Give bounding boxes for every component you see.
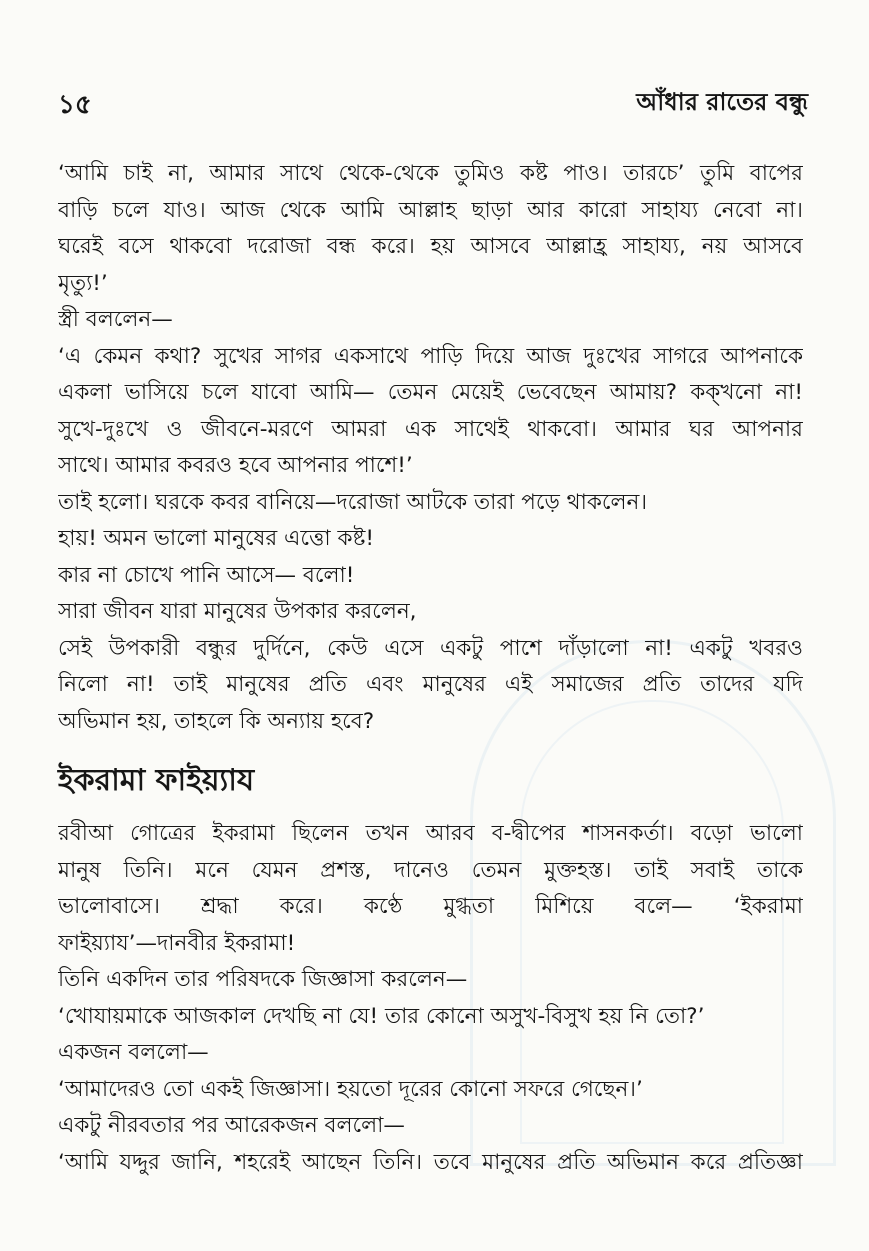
text-line: অভিমান হয়, তাহলে কি অন্যায় হবে? [58, 708, 375, 734]
text-line: সুখে-দুঃখে ও জীবনে-মরণে আমরা এক সাথেই থাকবো। আমার ঘর আপনার [58, 416, 803, 442]
page-number: ১৫ [58, 90, 92, 120]
running-title: আঁধার রাতের বন্ধু [636, 88, 808, 116]
text-line: কার না চোখে পানি আসে— বলো! [58, 562, 355, 588]
text-line: ‘খোযায়মাকে আজকাল দেখছি না যে! তার কোনো অসুখ-বিসুখ হয় নি তো?’ [58, 1003, 705, 1029]
text-line: রবীআ গোত্রের ইকরামা ছিলেন তখন আরব ব-দ্বীপের শাসনকর্তা। বড়ো ভালো [58, 821, 803, 846]
text-line: একটু নীরবতার পর আরেকজন বললো— [58, 1113, 405, 1138]
text-line: ঘরেই বসে থাকবো দরোজা বন্ধ করে। হয় আসবে আল্লাহ্র সাহায্য, নয় আসবে [58, 234, 803, 259]
text-line: বাড়ি চলে যাও। আজ থেকে আমি আল্লাহ ছাড়া আর কারো সাহায্য নেবো না। [58, 197, 803, 223]
text-line: ‘আমাদেরও তো একই জিজ্ঞাসা। হয়তো দূরের কোনো সফরে গেছেন।’ [58, 1076, 643, 1102]
text-line: একলা ভাসিয়ে চলে যাবো আমি— তেমন মেয়েই ভেবেছেন আমায়? কক্‌খনো না! [58, 380, 803, 405]
text-line: নিলো না! তাই মানুষের প্রতি এবং মানুষের এই সমাজের প্রতি তাদের যদি [58, 672, 803, 697]
text-line: ভালোবাসে। শ্রদ্ধা করে। কণ্ঠে মুগ্ধতা মিশিয়ে বলে— ‘ইকরামা [58, 894, 803, 919]
text-line: ‘আমি যদ্দুর জানি, শহরেই আছেন তিনি। তবে মানুষের প্রতি অভিমান করে প্রতিজ্ঞা [58, 1149, 803, 1175]
text-line: মৃত্যু!’ [58, 270, 108, 296]
text-line: তাই হলো। ঘরকে কবর বানিয়ে—দরোজা আটকে তারা পড়ে থাকলেন। [58, 489, 648, 515]
text-line: ফাইয়্যায’—দানবীর ইকরামা! [58, 930, 296, 956]
text-line: ‘আমি চাই না, আমার সাথে থেকে-থেকে তুমিও কষ্ট পাও। তারচে’ তুমি বাপের [58, 161, 803, 186]
text-line: সারা জীবন যারা মানুষের উপকার করলেন, [58, 599, 417, 624]
text-line: সেই উপকারী বন্ধুর দুর্দিনে, কেউ এসে একটু পাশে দাঁড়ালো না! একটু খবরও [58, 635, 803, 661]
text-line: হায়! অমন ভালো মানুষের এত্তো কষ্ট! [58, 526, 375, 551]
body-text [58, 156, 803, 1181]
page-header [28, 80, 808, 120]
section-heading: ইকরামা ফাইয়্যায [58, 763, 255, 798]
text-line: মানুষ তিনি। মনে যেমন প্রশস্ত, দানেও তেমন মুক্তহস্ত। তাই সবাই তাকে [58, 857, 803, 883]
text-line: সাথে। আমার কবরও হবে আপনার পাশে!’ [58, 453, 413, 478]
text-line: ‘এ কেমন কথা? সুখের সাগর একসাথে পাড়ি দিয়ে আজ দুঃখের সাগরে আপনাকে [58, 343, 803, 369]
text-line: তিনি একদিন তার পরিষদকে জিজ্ঞাসা করলেন— [58, 967, 468, 992]
text-line: স্ত্রী বললেন— [58, 307, 173, 332]
text-line: একজন বললো— [58, 1040, 209, 1065]
